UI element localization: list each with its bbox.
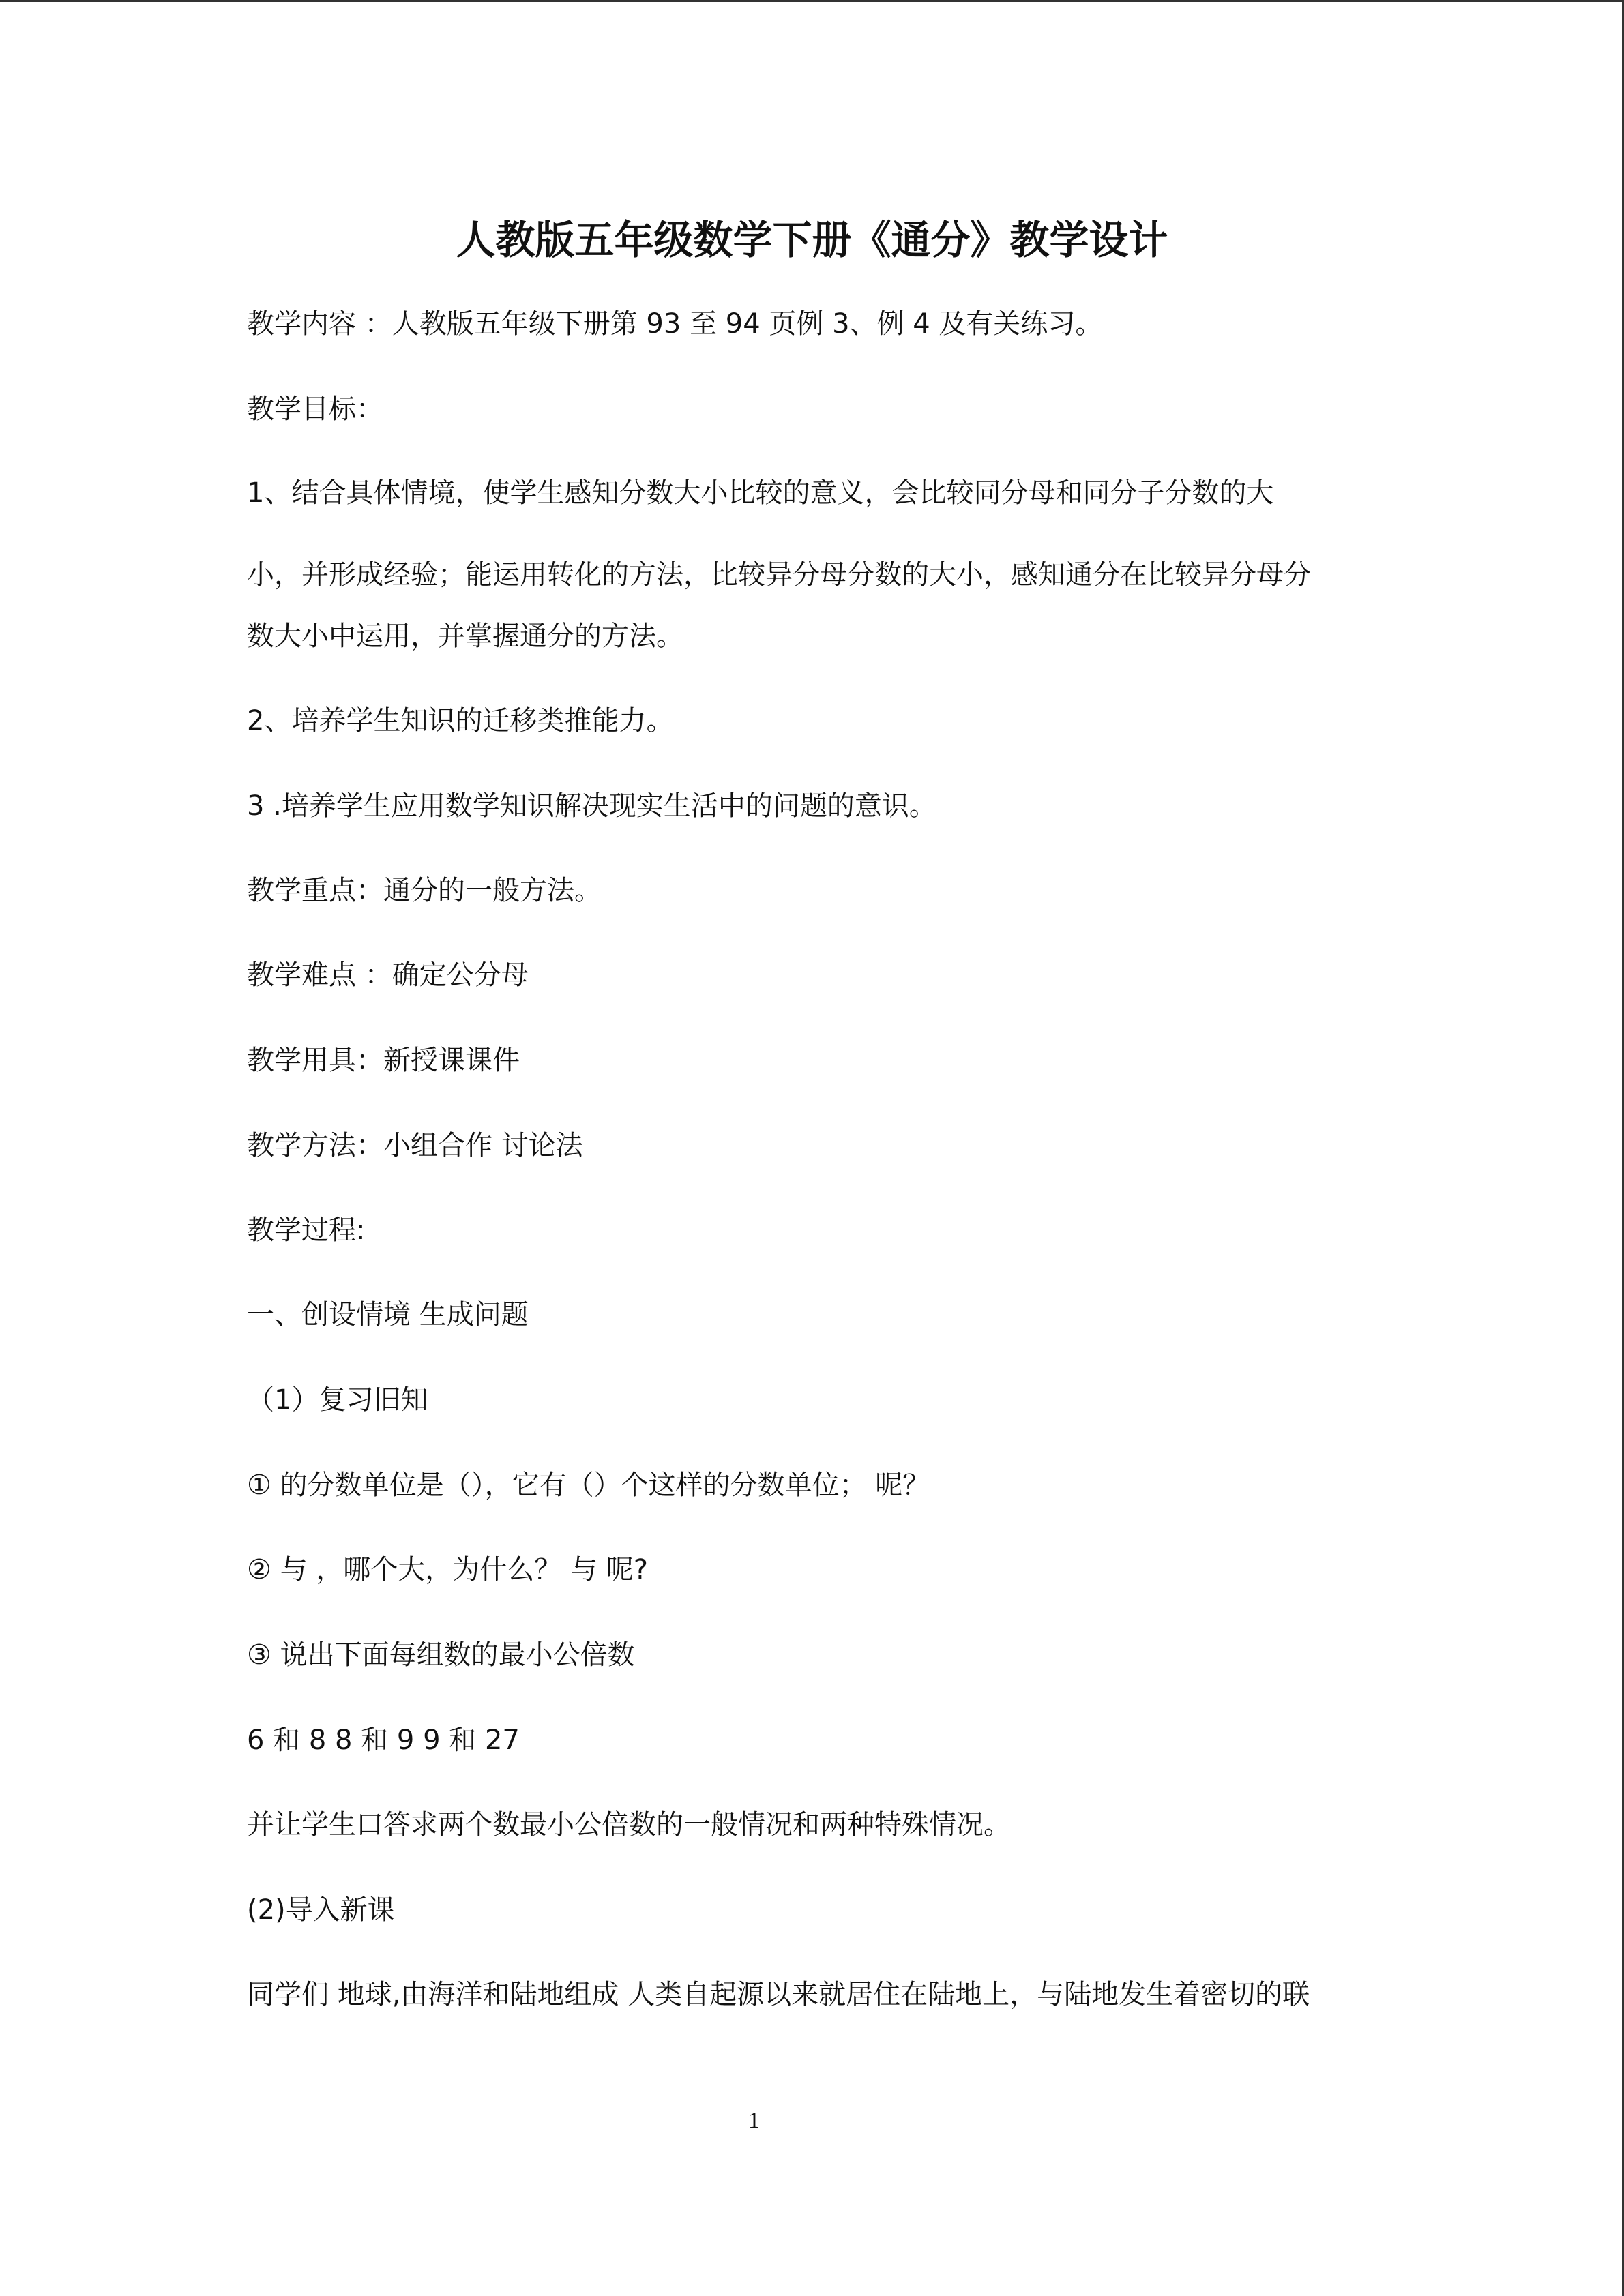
- paragraph-oral-answer: 并让学生口答求两个数最小公倍数的一般情况和两种特殊情况。: [247, 1809, 1011, 1840]
- paragraph-teaching-tools: 教学用具：新授课课件: [247, 1045, 520, 1076]
- goal-3: 3 .培养学生应用数学知识解决现实生活中的问题的意识。: [247, 790, 936, 822]
- subsection-review-heading: （1）复习旧知: [247, 1384, 428, 1416]
- goal-1-line-1: 1、结合具体情境，使学生感知分数大小比较的意义，会比较同分母和同分子分数的大: [247, 477, 1274, 509]
- heading-teaching-goals: 教学目标：: [247, 393, 383, 425]
- document-title: 人教版五年级数学下册《通分》教学设计: [456, 217, 1168, 263]
- paragraph-teaching-content: 教学内容 ：人教版五年级下册第 93 至 94 页例 3、例 4 及有关练习。: [247, 308, 1103, 340]
- goal-2: 2、培养学生知识的迁移类推能力。: [247, 705, 674, 736]
- review-question-2: ② 与 ，哪个大，为什么？ 与 呢?: [247, 1554, 648, 1585]
- top-border: [0, 0, 1624, 2]
- number-pairs: 6 和 8 8 和 9 9 和 27: [247, 1725, 520, 1756]
- heading-teaching-process: 教学过程:: [247, 1214, 366, 1246]
- goal-1-line-3: 数大小中运用，并掌握通分的方法。: [247, 621, 683, 652]
- subsection-new-lesson-heading: (2)导入新课: [247, 1894, 395, 1926]
- review-question-1: ① 的分数单位是（），它有（）个这样的分数单位； 呢？: [247, 1470, 930, 1501]
- paragraph-teaching-methods: 教学方法：小组合作 讨论法: [247, 1130, 583, 1161]
- paragraph-key-points: 教学重点：通分的一般方法。: [247, 875, 602, 906]
- review-question-3: ③ 说出下面每组数的最小公倍数: [247, 1639, 635, 1671]
- section-1-heading: 一、创设情境 生成问题: [247, 1299, 529, 1330]
- paragraph-introduction: 同学们 地球,由海洋和陆地组成 人类自起源以来就居住在陆地上，与陆地发生着密切的联: [247, 1979, 1310, 2010]
- goal-1-line-2: 小，并形成经验；能运用转化的方法，比较异分母分数的大小，感知通分在比较异分母分: [247, 559, 1311, 591]
- page-number: 1: [748, 2108, 760, 2133]
- paragraph-difficulties: 教学难点 ：确定公分母: [247, 959, 529, 991]
